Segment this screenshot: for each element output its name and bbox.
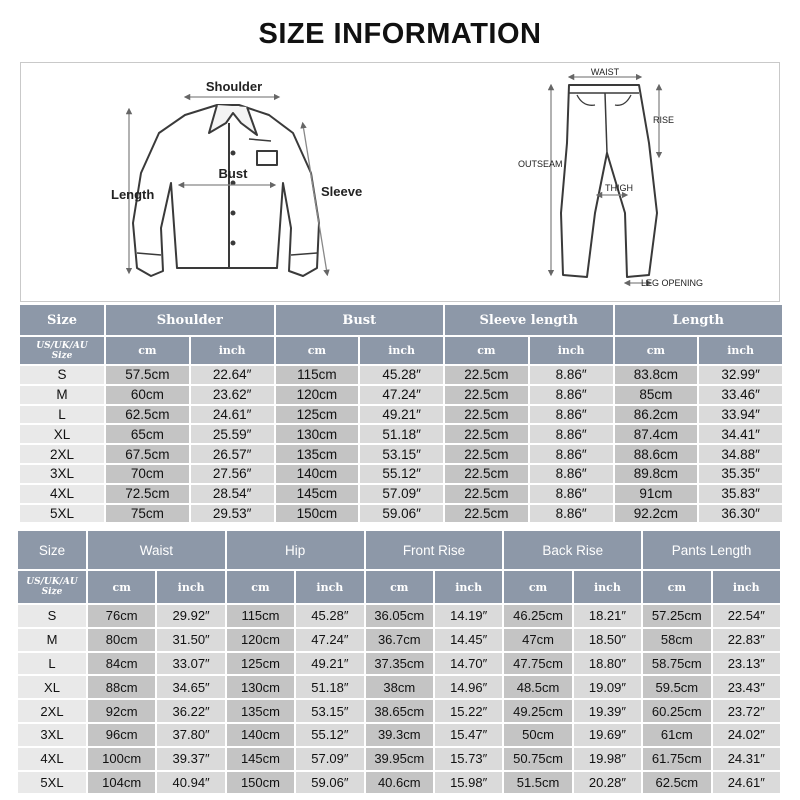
bottom-col-header: Hip — [227, 531, 364, 569]
top-size-table — [18, 303, 784, 524]
unit-header: cm — [615, 337, 698, 364]
unit-header: inch — [191, 337, 274, 364]
bottom-table-row — [18, 605, 780, 627]
cm-value-cell: 38cm — [366, 676, 433, 698]
cm-value-cell: 22.5cm — [445, 386, 528, 404]
bottom-col-header: Back Rise — [504, 531, 641, 569]
measurement-diagram-svg — [21, 63, 781, 303]
cm-value-cell: 36.05cm — [366, 605, 433, 627]
unit-header: cm — [88, 571, 155, 603]
pants-illustration — [561, 85, 657, 277]
bottom-table-row — [18, 748, 780, 770]
unit-header: inch — [296, 571, 363, 603]
size-cell: 3XL — [18, 724, 86, 746]
size-cell: XL — [18, 676, 86, 698]
bottom-col-header: Waist — [88, 531, 225, 569]
cm-value-cell: 120cm — [276, 386, 359, 404]
bottom-table-row — [18, 653, 780, 675]
unit-header: inch — [530, 337, 613, 364]
size-cell: XL — [20, 425, 104, 443]
inch-value-cell: 57.09″ — [360, 485, 443, 503]
inch-value-cell: 59.06″ — [296, 772, 363, 794]
inch-value-cell: 25.59″ — [191, 425, 274, 443]
cm-value-cell: 62.5cm — [106, 406, 189, 424]
page-title: SIZE INFORMATION — [258, 18, 542, 50]
unit-header: cm — [643, 571, 710, 603]
cm-value-cell: 50cm — [504, 724, 571, 746]
inch-value-cell: 57.09″ — [296, 748, 363, 770]
inch-value-cell: 14.45″ — [435, 629, 502, 651]
inch-value-cell: 34.41″ — [699, 425, 782, 443]
unit-header: inch — [713, 571, 780, 603]
leg-opening-label: LEG OPENING — [641, 278, 704, 288]
cm-value-cell: 72.5cm — [106, 485, 189, 503]
cm-value-cell: 37.35cm — [366, 653, 433, 675]
inch-value-cell: 51.18″ — [360, 425, 443, 443]
cm-value-cell: 76cm — [88, 605, 155, 627]
inch-value-cell: 27.56″ — [191, 465, 274, 483]
cm-value-cell: 92cm — [88, 700, 155, 722]
inch-value-cell: 18.80″ — [574, 653, 641, 675]
top-col-header: Sleeve length — [445, 305, 613, 335]
cm-value-cell: 60.25cm — [643, 700, 710, 722]
cm-value-cell: 61cm — [643, 724, 710, 746]
inch-value-cell: 37.80″ — [157, 724, 224, 746]
cm-value-cell: 59.5cm — [643, 676, 710, 698]
inch-value-cell: 31.50″ — [157, 629, 224, 651]
inch-value-cell: 24.61″ — [713, 772, 780, 794]
cm-value-cell: 46.25cm — [504, 605, 571, 627]
inch-value-cell: 14.96″ — [435, 676, 502, 698]
cm-value-cell: 61.75cm — [643, 748, 710, 770]
bottom-table-row — [18, 724, 780, 746]
bottom-table-row — [18, 676, 780, 698]
cm-value-cell: 57.5cm — [106, 366, 189, 384]
rise-label: RISE — [653, 115, 675, 125]
inch-value-cell: 20.28″ — [574, 772, 641, 794]
top-size-subheader — [20, 337, 104, 364]
top-table-row — [20, 485, 782, 503]
cm-value-cell: 22.5cm — [445, 485, 528, 503]
bottom-table-row — [18, 700, 780, 722]
inch-value-cell: 34.65″ — [157, 676, 224, 698]
inch-value-cell: 22.54″ — [713, 605, 780, 627]
unit-header: inch — [435, 571, 502, 603]
inch-value-cell: 45.28″ — [296, 605, 363, 627]
size-cell: M — [18, 629, 86, 651]
cm-value-cell: 36.7cm — [366, 629, 433, 651]
top-table-row — [20, 505, 782, 523]
inch-value-cell: 8.86″ — [530, 386, 613, 404]
cm-value-cell: 89.8cm — [615, 465, 698, 483]
length-label: Length — [111, 187, 155, 202]
inch-value-cell: 8.86″ — [530, 366, 613, 384]
top-table-row — [20, 425, 782, 443]
unit-header: cm — [445, 337, 528, 364]
top-table-row — [20, 366, 782, 384]
cm-value-cell: 67.5cm — [106, 445, 189, 463]
inch-value-cell: 35.83″ — [699, 485, 782, 503]
cm-value-cell: 140cm — [276, 465, 359, 483]
inch-value-cell: 59.06″ — [360, 505, 443, 523]
cm-value-cell: 140cm — [227, 724, 294, 746]
inch-value-cell: 40.94″ — [157, 772, 224, 794]
inch-value-cell: 35.35″ — [699, 465, 782, 483]
size-cell: 5XL — [20, 505, 104, 523]
inch-value-cell: 23.43″ — [713, 676, 780, 698]
inch-value-cell: 19.98″ — [574, 748, 641, 770]
cm-value-cell: 96cm — [88, 724, 155, 746]
inch-value-cell: 36.22″ — [157, 700, 224, 722]
inch-value-cell: 26.57″ — [191, 445, 274, 463]
top-table-body — [20, 366, 782, 522]
cm-value-cell: 39.95cm — [366, 748, 433, 770]
cm-value-cell: 22.5cm — [445, 366, 528, 384]
inch-value-cell: 23.62″ — [191, 386, 274, 404]
cm-value-cell: 100cm — [88, 748, 155, 770]
cm-value-cell: 150cm — [276, 505, 359, 523]
cm-value-cell: 135cm — [276, 445, 359, 463]
unit-header: inch — [574, 571, 641, 603]
inch-value-cell: 32.99″ — [699, 366, 782, 384]
inch-value-cell: 8.86″ — [530, 445, 613, 463]
cm-value-cell: 83.8cm — [615, 366, 698, 384]
inch-value-cell: 55.12″ — [360, 465, 443, 483]
cm-value-cell: 22.5cm — [445, 425, 528, 443]
cm-value-cell: 58.75cm — [643, 653, 710, 675]
inch-value-cell: 19.69″ — [574, 724, 641, 746]
inch-value-cell: 22.64″ — [191, 366, 274, 384]
inch-value-cell: 47.24″ — [296, 629, 363, 651]
thigh-label: THIGH — [605, 183, 633, 193]
sleeve-label: Sleeve — [321, 184, 363, 199]
inch-value-cell: 18.21″ — [574, 605, 641, 627]
inch-value-cell: 15.47″ — [435, 724, 502, 746]
inch-value-cell: 55.12″ — [296, 724, 363, 746]
top-table-row — [20, 465, 782, 483]
inch-value-cell: 36.30″ — [699, 505, 782, 523]
shoulder-label: Shoulder — [205, 79, 263, 94]
cm-value-cell: 22.5cm — [445, 445, 528, 463]
inch-value-cell: 18.50″ — [574, 629, 641, 651]
region-label: US/UK/AU — [26, 577, 78, 587]
inch-value-cell: 8.86″ — [530, 425, 613, 443]
cm-value-cell: 70cm — [106, 465, 189, 483]
cm-value-cell: 50.75cm — [504, 748, 571, 770]
inch-value-cell: 14.70″ — [435, 653, 502, 675]
inch-value-cell: 29.53″ — [191, 505, 274, 523]
cm-value-cell: 145cm — [276, 485, 359, 503]
size-label: Size — [41, 587, 63, 597]
unit-header: cm — [276, 337, 359, 364]
inch-value-cell: 8.86″ — [530, 406, 613, 424]
inch-value-cell: 33.07″ — [157, 653, 224, 675]
cm-value-cell: 115cm — [227, 605, 294, 627]
unit-header: inch — [157, 571, 224, 603]
cm-value-cell: 91cm — [615, 485, 698, 503]
top-col-header: Bust — [276, 305, 444, 335]
inch-value-cell: 8.86″ — [530, 485, 613, 503]
outseam-label: OUTSEAM — [518, 159, 563, 169]
inch-value-cell: 47.24″ — [360, 386, 443, 404]
cm-value-cell: 135cm — [227, 700, 294, 722]
cm-value-cell: 38.65cm — [366, 700, 433, 722]
size-cell: 4XL — [18, 748, 86, 770]
inch-value-cell: 8.86″ — [530, 465, 613, 483]
cm-value-cell: 80cm — [88, 629, 155, 651]
inch-value-cell: 8.86″ — [530, 505, 613, 523]
inch-value-cell: 34.88″ — [699, 445, 782, 463]
cm-value-cell: 130cm — [276, 425, 359, 443]
cm-value-cell: 125cm — [276, 406, 359, 424]
inch-value-cell: 19.39″ — [574, 700, 641, 722]
cm-value-cell: 150cm — [227, 772, 294, 794]
top-table-row — [20, 406, 782, 424]
region-label: US/UK/AU — [36, 340, 88, 351]
size-cell: 3XL — [20, 465, 104, 483]
unit-header: cm — [504, 571, 571, 603]
size-cell: S — [18, 605, 86, 627]
cm-value-cell: 57.25cm — [643, 605, 710, 627]
bottom-col-header: Pants Length — [643, 531, 780, 569]
bottom-size-table — [16, 529, 782, 795]
inch-value-cell: 23.13″ — [713, 653, 780, 675]
cm-value-cell: 58cm — [643, 629, 710, 651]
unit-header: cm — [106, 337, 189, 364]
inch-value-cell: 14.19″ — [435, 605, 502, 627]
size-cell: 2XL — [20, 445, 104, 463]
cm-value-cell: 47.75cm — [504, 653, 571, 675]
cm-value-cell: 88.6cm — [615, 445, 698, 463]
cm-value-cell: 22.5cm — [445, 406, 528, 424]
size-cell: M — [20, 386, 104, 404]
inch-value-cell: 22.83″ — [713, 629, 780, 651]
inch-value-cell: 39.37″ — [157, 748, 224, 770]
unit-header: cm — [366, 571, 433, 603]
cm-value-cell: 51.5cm — [504, 772, 571, 794]
cm-value-cell: 62.5cm — [643, 772, 710, 794]
bottom-table-row — [18, 629, 780, 651]
bottom-col-header: Front Rise — [366, 531, 503, 569]
inch-value-cell: 15.73″ — [435, 748, 502, 770]
unit-header: inch — [699, 337, 782, 364]
cm-value-cell: 88cm — [88, 676, 155, 698]
top-col-header: Length — [615, 305, 783, 335]
inch-value-cell: 24.31″ — [713, 748, 780, 770]
inch-value-cell: 23.72″ — [713, 700, 780, 722]
inch-value-cell: 49.21″ — [296, 653, 363, 675]
cm-value-cell: 22.5cm — [445, 465, 528, 483]
bottom-size-subheader — [18, 571, 86, 603]
cm-value-cell: 39.3cm — [366, 724, 433, 746]
cm-value-cell: 60cm — [106, 386, 189, 404]
inch-value-cell: 24.02″ — [713, 724, 780, 746]
size-cell: 4XL — [20, 485, 104, 503]
unit-header: cm — [227, 571, 294, 603]
top-table-row — [20, 386, 782, 404]
inch-value-cell: 28.54″ — [191, 485, 274, 503]
bottom-table-row — [18, 772, 780, 794]
top-table-row — [20, 445, 782, 463]
cm-value-cell: 49.25cm — [504, 700, 571, 722]
cm-value-cell: 120cm — [227, 629, 294, 651]
cm-value-cell: 48.5cm — [504, 676, 571, 698]
cm-value-cell: 47cm — [504, 629, 571, 651]
cm-value-cell: 22.5cm — [445, 505, 528, 523]
measurement-diagram — [20, 62, 780, 302]
inch-value-cell: 29.92″ — [157, 605, 224, 627]
cm-value-cell: 85cm — [615, 386, 698, 404]
waist-label: WAIST — [590, 67, 620, 77]
inch-value-cell: 15.98″ — [435, 772, 502, 794]
cm-value-cell: 92.2cm — [615, 505, 698, 523]
inch-value-cell: 53.15″ — [296, 700, 363, 722]
cm-value-cell: 86.2cm — [615, 406, 698, 424]
cm-value-cell: 104cm — [88, 772, 155, 794]
inch-value-cell: 15.22″ — [435, 700, 502, 722]
unit-header: inch — [360, 337, 443, 364]
size-cell: S — [20, 366, 104, 384]
size-label: Size — [51, 350, 73, 361]
inch-value-cell: 45.28″ — [360, 366, 443, 384]
cm-value-cell: 75cm — [106, 505, 189, 523]
cm-value-cell: 125cm — [227, 653, 294, 675]
cm-value-cell: 65cm — [106, 425, 189, 443]
cm-value-cell: 84cm — [88, 653, 155, 675]
cm-value-cell: 115cm — [276, 366, 359, 384]
size-cell: 2XL — [18, 700, 86, 722]
size-cell: L — [20, 406, 104, 424]
inch-value-cell: 24.61″ — [191, 406, 274, 424]
top-col-header: Shoulder — [106, 305, 274, 335]
inch-value-cell: 33.46″ — [699, 386, 782, 404]
bottom-size-header: Size — [18, 531, 86, 569]
shirt-illustration — [133, 105, 319, 276]
cm-value-cell: 87.4cm — [615, 425, 698, 443]
inch-value-cell: 33.94″ — [699, 406, 782, 424]
top-size-header: Size — [20, 305, 104, 335]
cm-value-cell: 130cm — [227, 676, 294, 698]
bust-label: Bust — [218, 166, 248, 181]
cm-value-cell: 40.6cm — [366, 772, 433, 794]
cm-value-cell: 145cm — [227, 748, 294, 770]
inch-value-cell: 19.09″ — [574, 676, 641, 698]
size-cell: 5XL — [18, 772, 86, 794]
inch-value-cell: 53.15″ — [360, 445, 443, 463]
inch-value-cell: 51.18″ — [296, 676, 363, 698]
inch-value-cell: 49.21″ — [360, 406, 443, 424]
bottom-table-body — [18, 605, 780, 793]
size-cell: L — [18, 653, 86, 675]
